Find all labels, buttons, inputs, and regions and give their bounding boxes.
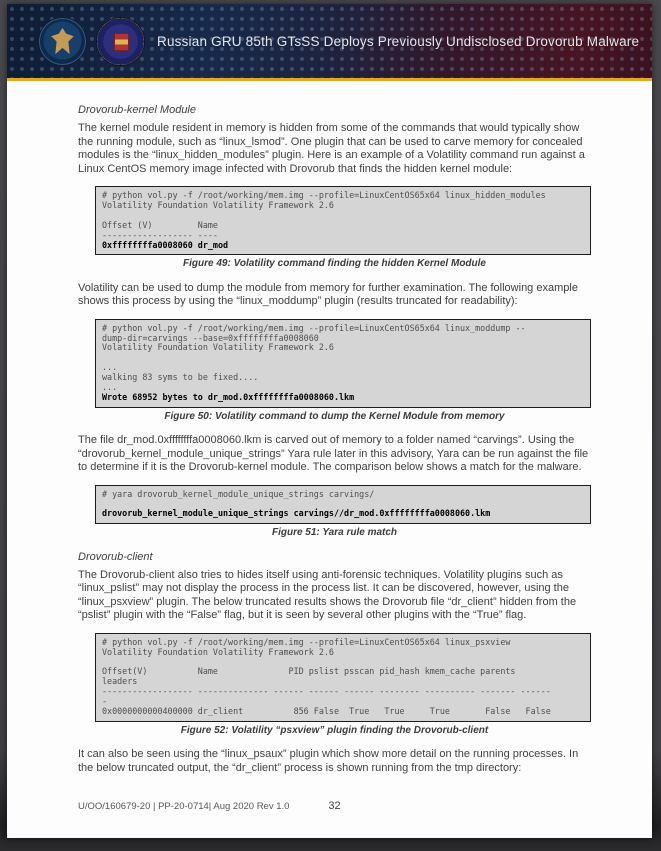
code-line: # yara drovorub_kernel_module_unique_strings carvings/ [102,488,375,499]
code-line: # python vol.py -f /root/working/mem.img --profile=LinuxCentOS65x64 linux_psxview [102,636,511,647]
figure-caption-52: Figure 52: Volatility “psxview” plugin finding the Drovorub-client [180,724,489,736]
code-line: Volatility Foundation Volatility Framework 2.6 [102,199,334,210]
figure-caption-49: Figure 49: Volatility command finding the hidden Kernel Module [183,258,486,270]
nsa-seal-icon [38,17,87,66]
code-line: Volatility Foundation Volatility Framework 2.6 [102,342,334,353]
code-line: ... [102,382,118,393]
document-content [7,81,652,775]
code-line: Offset (V) Name [102,219,218,230]
document-title: Russian GRU 85th GTsSS Deploys Previously Undisclosed Drovorub Malware [157,33,640,49]
paragraph: The kernel module resident in memory is hidden from some of the commands that would typically show the running module, such as “linux_lsmod”. One plugin that can be used to carve memory for concealed modules is the “linux_hidden_modules” plugin. Here is an example of a Volatility command run against a Linux CentOS memory image infected with Drovorub that finds the hidden kernel module: [78,122,585,175]
figure-caption-51: Figure 51: Yara rule match [271,527,398,539]
code-line [102,353,584,363]
code-line: - [102,696,108,707]
code-line: ------------------ -------------- ------ ------ ------ -------- ---------- ------- ------ [102,686,551,697]
code-block-fig50 [95,319,591,408]
code-block-fig49 [95,186,591,255]
document-page [7,4,652,838]
figure-caption-50: Figure 50: Volatility command to dump the Kernel Module from memory [164,410,505,422]
code-line: 0xffffffffa0008060 dr_mod [102,239,229,250]
code-line: drovorub_kernel_module_unique_strings carvings//dr_mod.0xffffffffa0008060.lkm [102,508,491,519]
code-line: Volatility Foundation Volatility Framework 2.6 [102,646,334,657]
paragraph: The Drovorub-client also tries to hides itself using anti-forensic techniques. Volatility plugins such as “linux_pslist” may not display the process in the process list. It can be discovered, however, using the “linux_psxview” plugin. The below truncated results shows the Drovorub file “dr_client” hidden from the “pslist” plugin with the “False” flag, but it is seen by several other plugins with the “True” flag. [78,569,577,622]
code-line: walking 83 syms to be fixed.... [102,372,259,383]
code-line: Offset(V) Name PID pslist psscan pid_hash kmem_cache parents [102,666,516,677]
code-block-fig52 [95,633,591,722]
code-line: # python vol.py -f /root/working/mem.img --profile=LinuxCentOS65x64 linux_moddump -- [102,322,526,333]
paragraph: Volatility can be used to dump the module from memory for further examination. The following example shows this process by using the “linux_moddump” plugin (results truncated for readability): [78,281,578,308]
code-line: # python vol.py -f /root/working/mem.img --profile=LinuxCentOS65x64 linux_hidden_modules [102,190,546,201]
paragraph: It can also be seen using the “linux_psaux” plugin which show more detail on the running processes. In the below truncated output, the “dr_client” process is shown running from the tmp directory: [78,748,579,774]
page-footer [78,801,591,812]
document-header-banner [7,4,652,78]
footer-doc-ref: U/OO/160679-20 | PP-20-0714| Aug 2020 Rev 1.0 [78,801,290,812]
nsa-eagle-icon [51,28,74,54]
code-line: 0x0000000000400000 dr_client 856 False True True True False False [102,706,551,716]
code-block-fig51 [95,485,591,525]
code-line: Wrote 68952 bytes to dr_mod.0xffffffffa0008060.lkm [102,392,355,402]
fbi-shield-icon [114,33,129,52]
fbi-seal-icon [96,17,145,66]
section-heading-kernel-module: Drovorub-kernel Module [78,104,196,116]
code-line: ... [102,362,118,373]
paragraph: The file dr_mod.0xffffffffa0008060.lkm is carved out of memory to a folder named “carvings”. Using the “drovorub_kernel_module_unique_strings” Yara rule later in this advisory, Yara can be run against the file to determine if it is the Drovorub-kernel module. The comparison below shows a match for the malware. [78,434,589,474]
footer-page-number: 32 [328,800,341,812]
code-line: dump-dir=carvings --base=0xffffffffa0008060 [102,332,319,343]
code-line: leaders [102,676,138,687]
code-line: ------------------ ---- [102,229,218,240]
section-heading-client: Drovorub-client [78,550,153,563]
